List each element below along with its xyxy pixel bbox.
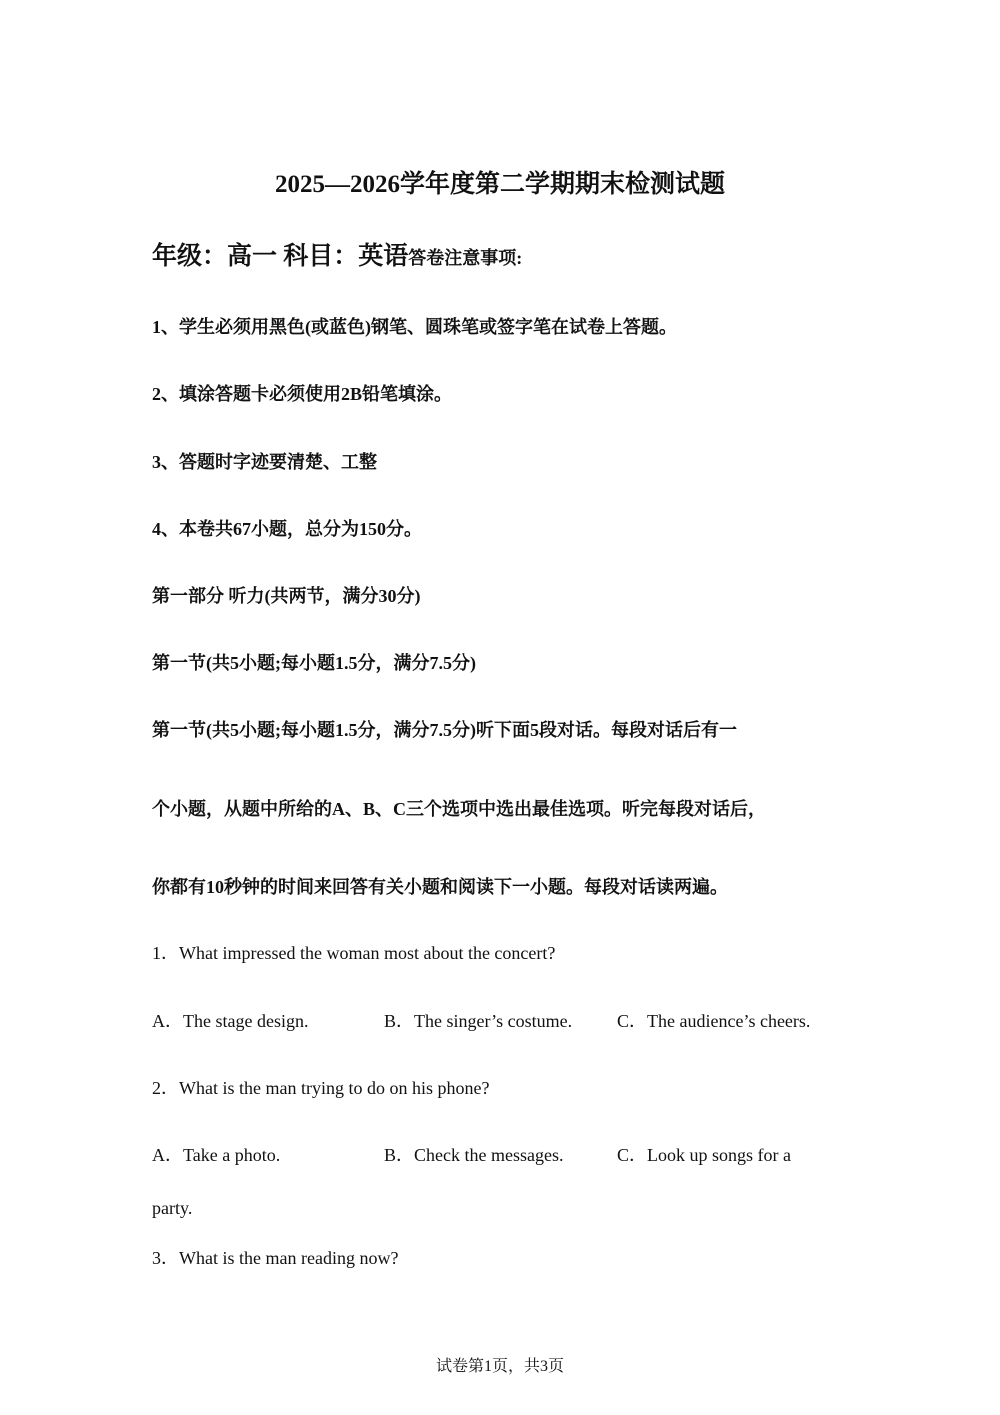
- exam-title: 2025—2026学年度第二学期期末检测试题: [274, 171, 725, 198]
- notes-heading: 答卷注意事项:: [408, 248, 523, 268]
- grade-subject-line: [152, 244, 522, 269]
- question-1-option-c: C．The audience’s cheers.: [617, 1011, 811, 1031]
- note-4: 4、本卷共67小题，总分为150分。: [152, 519, 422, 539]
- page-footer: 试卷第1页，共3页: [435, 1358, 564, 1375]
- question-1-option-b: B．The singer’s costume.: [384, 1011, 573, 1031]
- part-heading: 第一部分 听力(共两节，满分30分): [152, 586, 421, 606]
- instruction-line-2: 个小题，从题中所给的A、B、C三个选项中选出最佳选项。听完每段对话后，: [152, 799, 767, 819]
- instruction-line-3: 你都有10秒钟的时间来回答有关小题和阅读下一小题。每段对话读两遍。: [152, 877, 728, 897]
- question-2-stem: 2．What is the man trying to do on his phone?: [152, 1078, 490, 1098]
- question-2-option-c-continuation: party.: [152, 1198, 193, 1218]
- note-1: 1、学生必须用黑色(或蓝色)钢笔、圆珠笔或签字笔在试卷上答题。: [152, 317, 677, 337]
- section-heading: 第一节(共5小题;每小题1.5分，满分7.5分): [152, 653, 476, 673]
- note-2: 2、填涂答题卡必须使用2B铅笔填涂。: [152, 384, 453, 404]
- note-3: 3、答题时字迹要清楚、工整: [152, 452, 377, 472]
- question-2-option-b: B．Check the messages.: [384, 1145, 564, 1165]
- instruction-line-1: 第一节(共5小题;每小题1.5分，满分7.5分)听下面5段对话。每段对话后有一: [152, 720, 737, 740]
- question-1-option-a: A．The stage design.: [152, 1011, 309, 1031]
- question-1-stem: 1．What impressed the woman most about the concert?: [152, 943, 556, 963]
- question-2-option-c: C．Look up songs for a: [617, 1145, 791, 1165]
- question-3-stem: 3．What is the man reading now?: [152, 1248, 399, 1268]
- grade-subject: 年级：高一 科目：英语: [152, 243, 409, 270]
- question-2-option-a: A．Take a photo.: [152, 1145, 281, 1165]
